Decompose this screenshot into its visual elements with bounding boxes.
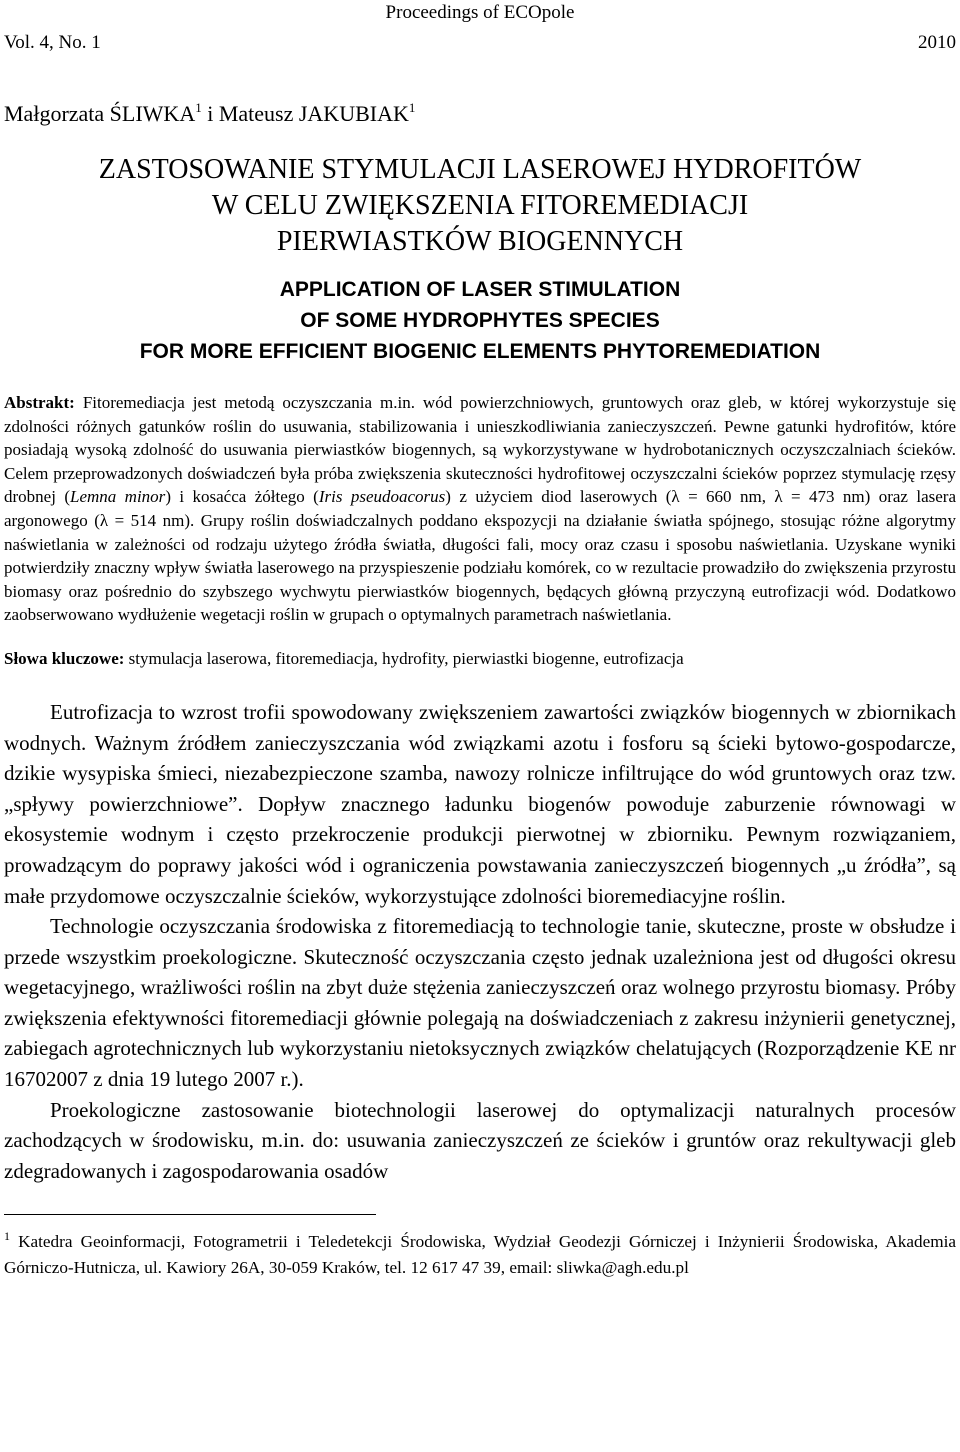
journal-name: Proceedings of ECOpole xyxy=(385,2,575,23)
keywords-label: Słowa kluczowe: xyxy=(4,648,125,668)
paper-page xyxy=(4,0,956,1281)
body-text xyxy=(4,697,956,1187)
title-line: ZASTOSOWANIE STYMULACJI LASEROWEJ HYDROFITÓW xyxy=(98,154,862,185)
species-name: Lemna minor xyxy=(70,487,166,507)
footnote-text: Katedra Geoinformacji, Fotogrametrii i Teledetekcji Środowiska, Wydział Geodezji Górniczej i Inżynierii Środowiska, Akademia Górniczo-Hutnicza, ul. Kawiory 26A, 30-059 Kraków, tel. 12 617 47 39, email: sliwka@agh.edu.pl xyxy=(4,1232,956,1278)
title-english xyxy=(4,274,956,367)
body-paragraph: Technologie oczyszczania środowiska z fitoremediacją to technologie tanie, skuteczne, proste w obsłudze i przede wszystkim proekologiczne. Skuteczność oczyszczania często jednak uzależniona jest od długości okresu wegetacyjnego, wrażliwości roślin na zbyt duże stężenia zanieczyszczeń oraz wolnego przyrostu biomasy. Próby zwiększenia efektywności fitoremediacji głównie polegają na doświadczeniach z zakresu inżynierii genetycznej, zabiegach agrotechnicznych lub wykorzystaniu nietoksycznych związków chelatujących (Rozporządzenie KE nr 16702007 z dnia 19 lutego 2007 r.). xyxy=(4,914,956,1092)
affiliation-marker: 1 xyxy=(195,100,202,115)
keywords-text: stymulacja laserowa, fitoremediacja, hydrofity, pierwiastki biogenne, eutrofizacja xyxy=(124,648,684,668)
running-header xyxy=(4,0,956,56)
footnote-marker: 1 xyxy=(4,1229,10,1244)
abstract-label: Abstrakt: xyxy=(4,393,75,412)
abstract-text: ) z użyciem diod laserowych (λ = 660 nm, λ = 473 nm) oraz lasera argonowego (λ = 514 nm). Grupy roślin doświadczalnych poddano ekspozycji na działanie światła spójnego, stosując różne algorytmy naświetlania w zależności od rodzaju użytego źródła światła, długości fali, mocy oraz czasu i sposobu naświetlania. Uzyskane wyniki potwierdziły znaczny wpływ światła laserowego na przyspieszenie podziału komórek, co w rezultacie prowadziło do zwiększenia przyrostu biomasy oraz pośrednio do szybszego wychwytu pierwiastków biogennych, będących główną przyczyną eutrofizacji wód. Dodatkowo zaobserwowano wydłużenie wegetacji roślin w grupach o optymalnych parametrach naświetlania. xyxy=(4,487,956,625)
publication-year: 2010 xyxy=(918,32,956,53)
author-name: i Mateusz JAKUBIAK xyxy=(201,101,409,126)
title-line: APPLICATION OF LASER STIMULATION xyxy=(279,278,681,301)
abstract-text: Fitoremediacja jest metodą oczyszczania m.in. wód powierzchniowych, gruntowych oraz gleb, w której wykorzystuje się zdolności różnych gatunków roślin do usuwania, stabilizowania i unieszkodliwiania zanieczyszczeń. Pewne gatunki hydrofitów, które posiadają wysoką zdolność do usuwania pierwiastków biogennych, są wykorzystywane w hydrobotanicznych oczyszczalniach ścieków. Celem przeprowadzonych doświadczeń była próba zwiększenia skuteczności hydrofitowej oczyszczalni ścieków poprzez stymulację rzęsy drobnej ( xyxy=(4,393,956,507)
title-line: FOR MORE EFFICIENT BIOGENIC ELEMENTS PHYTOREMEDIATION xyxy=(139,340,821,363)
body-paragraph: Eutrofizacja to wzrost trofii spowodowany zwiększeniem zawartości związków biogennych w zbiornikach wodnych. Ważnym źródłem zanieczyszczania wód związkami azotu i fosforu są ścieki bytowo-gospodarcze, dzikie wysypiska śmieci, niezabezpieczone szamba, nawozy rolnicze infiltrujące do wód gruntowych oraz tzw. „spływy powierzchniowe”. Dopływ znacznego ładunku biogenów powoduje zaburzenie równowagi w ekosystemie wodnym i często przekroczenie produkcji pierwotnej w zbiorniku. Pewnym rozwiązaniem, prowadzącym do poprawy jakości wód i ograniczenia powstawania zanieczyszczeń biogennych „u źródła”, są małe przydomowe oczyszczalnie ścieków, wykorzystujące zdolności bioremediacyjne roślin. xyxy=(4,699,956,908)
affiliation-marker: 1 xyxy=(408,100,416,115)
footnote-divider xyxy=(4,1214,376,1215)
title-line: W CELU ZWIĘKSZENIA FITOREMEDIACJI xyxy=(211,190,749,221)
keywords xyxy=(4,647,956,671)
author-name: Małgorzata ŚLIWKA xyxy=(4,101,196,126)
title-polish xyxy=(4,152,956,260)
species-name: Iris pseudoacorus xyxy=(318,487,446,507)
volume-number: Vol. 4, No. 1 xyxy=(4,32,101,53)
title-line: OF SOME HYDROPHYTES SPECIES xyxy=(300,309,660,332)
abstract-text: ) i kosaćca żółtego ( xyxy=(165,487,319,507)
footnote xyxy=(4,1229,956,1281)
abstract xyxy=(4,391,956,627)
author-line xyxy=(4,100,956,128)
title-line: PIERWIASTKÓW BIOGENNYCH xyxy=(276,226,684,257)
body-paragraph: Proekologiczne zastosowanie biotechnologii laserowej do optymalizacji naturalnych procesów zachodzących w środowisku, m.in. do: usuwania zanieczyszczeń ze ścieków i gruntów oraz rekultywacji gleb zdegradowanych i zagospodarowania osadów xyxy=(4,1097,956,1183)
